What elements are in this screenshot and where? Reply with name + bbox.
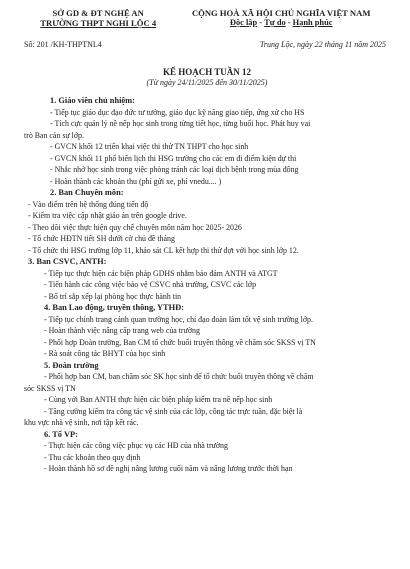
section-heading: 4. Ban Lao động, truyền thông, YTHĐ: (44, 303, 184, 312)
list-item: - Tích cực quản lý nề nếp học sinh trong từng tiết học, từng buổi học. Phát huy vai (50, 119, 311, 128)
list-item: - GVCN khối 11 phổ biến lịch thi HSG trường cho các em đi điểm kiện dự thi (50, 153, 297, 163)
document-body (24, 95, 390, 475)
school-name: TRƯỜNG THPT NGHI LỘC 4 (40, 18, 157, 28)
motto-line (172, 18, 390, 27)
country-name: CỘNG HOÀ XÃ HỘI CHỦ NGHĨA VIỆT NAM (191, 8, 371, 18)
list-item: - Tiếp tục thực hiện các biện pháp GDHS nhằm bảo đảm ANTH và ATGT (44, 268, 278, 278)
section-heading: 2. Ban Chuyên môn: (50, 188, 124, 197)
list-item: - Nhắc nhở học sinh trong việc phòng tránh các loại dịch bệnh trong mùa đông (50, 165, 299, 174)
list-item: - Thu các khoản theo quy định (44, 452, 141, 462)
list-item: - Tiến hành các công việc bảo vệ CSVC nhà trường, CSVC các lớp (44, 280, 257, 289)
section-heading: 3. Ban CSVC, ANTH: (28, 257, 107, 266)
list-item: - Kiểm tra việc cập nhật giáo án trên google drive. (28, 211, 187, 220)
list-item: sóc SKSS vị TN (24, 383, 76, 393)
list-item: - Thực hiện các công việc phục vụ các HĐ của nhà trường (44, 441, 228, 450)
list-item: khu vực nhà vệ sinh, nơi tập kết rác. (24, 418, 139, 427)
document-subtitle: (Từ ngày 24/11/2025 đến 30/11/2025) (146, 78, 268, 87)
section-heading: 6. Tổ VP: (44, 429, 78, 439)
list-item: - Hoàn thành các khoản thu (phí gửi xe, phí vnedu.... ) (50, 176, 222, 186)
motto-freedom: Tự do (264, 18, 286, 27)
motto-happiness: Hạnh phúc (292, 18, 333, 27)
list-item: - Phối hợp ban CM, ban chăm sóc SK học sinh để tổ chức buổi truyền thông về chăm (44, 372, 314, 381)
reference-row (24, 40, 390, 49)
list-item: trò Ban cán sự lớp. (24, 130, 84, 140)
list-item: - Bố trí sắp xếp lại phòng học thực hành tin (44, 291, 182, 301)
list-item: - Tiếp tục giáo dục đạo đức tư tưởng, giáo dục kỹ năng giao tiếp, ứng xử cho HS (50, 107, 305, 117)
list-item: - Hoàn thành hồ sơ đề nghị nâng lương cuối năm và nâng lương trước thời hạn (44, 464, 293, 473)
motto-separator: - (257, 18, 265, 27)
list-item: - Hoàn thành việc nâng cấp trang web của trường (44, 326, 200, 335)
issuing-agency (24, 8, 172, 28)
national-motto (172, 8, 390, 28)
list-item: - Tiếp tục chỉnh trang cảnh quan trường học, chỉ đạo đoàn làm tốt vệ sinh trường lớp. (44, 314, 313, 324)
section-heading: 5. Đoàn trường (44, 360, 99, 370)
motto-independence: Độc lập (229, 18, 258, 27)
list-item: - Rà soát công tác BHYT của học sinh (44, 349, 166, 358)
motto-separator: - (285, 18, 293, 27)
list-item: - Tăng cường kiểm tra công tác vệ sinh của các lớp, công tác trực tuần, đặc biệt là (44, 406, 303, 416)
section-heading: 1. Giáo viên chủ nhiệm: (50, 96, 135, 105)
list-item: - Tổ chức thi HSG trường lớp 11, khảo sát CL kết hợp thi thử đợt với học sinh lớp 12. (28, 245, 299, 255)
document-title: KẾ HOẠCH TUẦN 12 (162, 67, 252, 77)
document-number: Số: 201 /KH-THPTNL4 (24, 40, 102, 49)
list-item: - GVCN khối 12 triển khai việc thi thử TN THPT cho học sinh (50, 142, 249, 151)
list-item: - Vào điểm trên hệ thống đúng tiến độ (28, 199, 149, 209)
list-item: - Theo dõi việc thực hiện quy chế chuyên môn năm học 2025- 2026 (28, 222, 242, 232)
list-item: - Cùng với Ban ANTH thực hiện các biện pháp kiểm tra nề nếp học sinh (44, 395, 273, 404)
department-name: SỞ GD & ĐT NGHỆ AN (52, 8, 144, 18)
document-date: Trung Lộc, ngày 22 tháng 11 năm 2025 (259, 40, 386, 49)
document-header (24, 8, 390, 28)
list-item: - Tổ chức HĐTN tiết SH dưới cờ chủ đề tháng (28, 234, 175, 243)
list-item: - Phối hợp Đoàn trường, Ban CM tổ chức buổi truyền thông về chăm sóc SKSS vị TN (44, 337, 316, 347)
